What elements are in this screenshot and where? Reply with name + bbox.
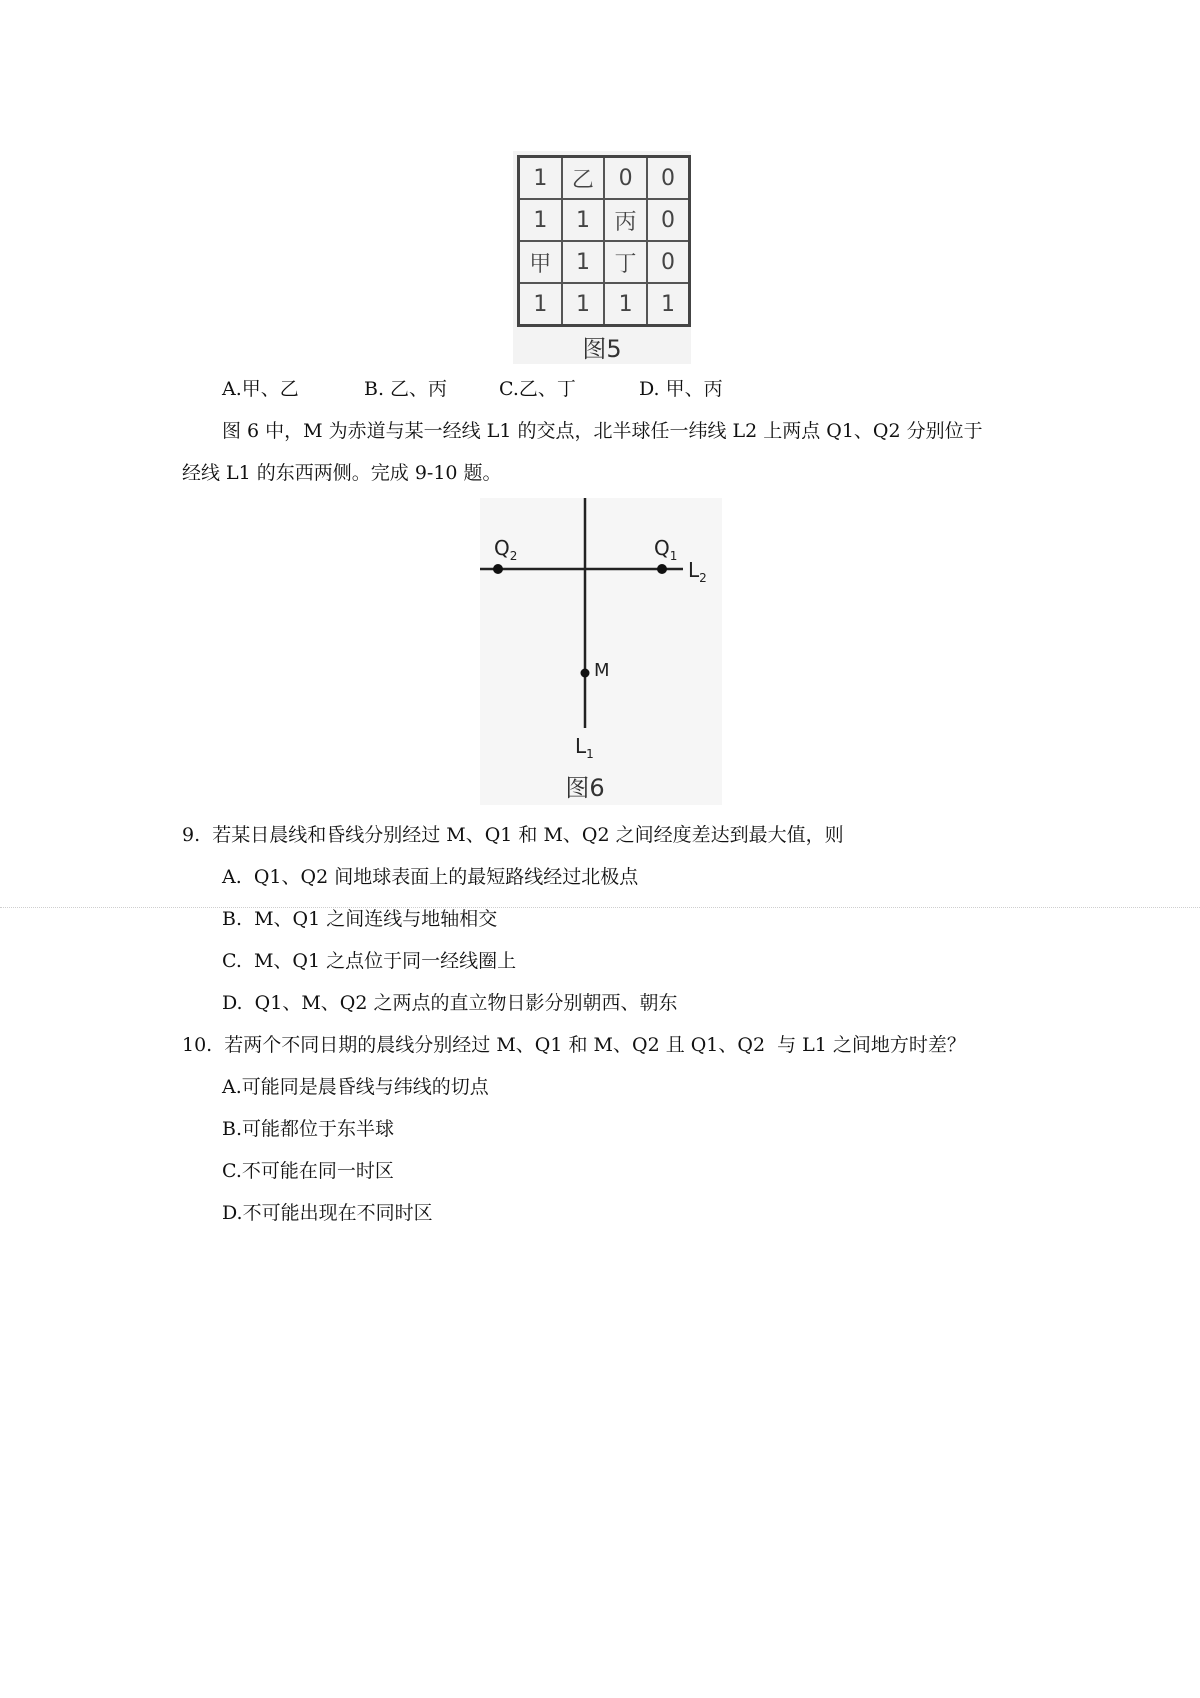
grid-cell: 0 xyxy=(647,199,690,241)
question-10-stem: 10. 若两个不同日期的晨线分别经过 M、Q1 和 M、Q2 且 Q1、Q2 与 L1 之间地方时差？ xyxy=(182,1034,966,1056)
grid-cell: 0 xyxy=(647,241,690,283)
grid-cell: 1 xyxy=(519,199,562,241)
figure-5 xyxy=(513,151,691,364)
question-10-option-d: D.不可能出现在不同时区 xyxy=(222,1202,433,1224)
grid-row xyxy=(519,199,690,241)
figure-5-grid xyxy=(517,155,691,327)
figure-6-caption: 图6 xyxy=(565,774,605,802)
option-b: B. 乙、丙 xyxy=(364,378,448,400)
point-q1-dot xyxy=(657,564,667,574)
figure-6 xyxy=(480,498,722,805)
label-m: M xyxy=(594,660,610,681)
grid-row xyxy=(519,283,690,326)
option-a: A.甲、乙 xyxy=(222,378,299,400)
question-9-stem: 9. 若某日晨线和昏线分别经过 M、Q1 和 M、Q2 之间经度差达到最大值，则 xyxy=(182,824,844,846)
grid-cell: 1 xyxy=(562,283,605,326)
point-m-dot xyxy=(581,669,590,678)
grid-cell: 丙 xyxy=(604,199,647,241)
page-divider xyxy=(0,907,1200,908)
label-q2: $Q_2$ xyxy=(494,536,518,563)
point-q2-dot xyxy=(493,564,503,574)
grid-cell: 0 xyxy=(604,157,647,200)
grid-cell: 0 xyxy=(647,157,690,200)
grid-cell: 1 xyxy=(604,283,647,326)
question-10-option-b: B.可能都位于东半球 xyxy=(222,1118,395,1140)
intro-line-1: 图 6 中，M 为赤道与某一经线 L1 的交点，北半球任一纬线 L2 上两点 Q1、Q2 分别位于 xyxy=(222,420,983,442)
option-c: C.乙、丁 xyxy=(499,378,576,400)
grid-cell: 1 xyxy=(647,283,690,326)
grid-cell: 1 xyxy=(519,283,562,326)
grid-cell: 1 xyxy=(562,199,605,241)
question-9-option-d: D. Q1、M、Q2 之两点的直立物日影分别朝西、朝东 xyxy=(222,992,678,1014)
label-q1: $Q_1$ xyxy=(654,536,678,563)
grid-cell: 丁 xyxy=(604,241,647,283)
question-9-option-b: B. M、Q1 之间连线与地轴相交 xyxy=(222,908,498,930)
grid-cell: 1 xyxy=(562,241,605,283)
grid-cell: 乙 xyxy=(562,157,605,200)
figure-5-caption: 图5 xyxy=(582,335,622,363)
label-l2: $L_2$ xyxy=(688,558,707,585)
grid-cell: 甲 xyxy=(519,241,562,283)
question-10-option-c: C.不可能在同一时区 xyxy=(222,1160,394,1182)
question-10-option-a: A.可能同是晨昏线与纬线的切点 xyxy=(222,1076,489,1098)
grid-cell: 1 xyxy=(519,157,562,200)
question-9-option-a: A. Q1、Q2 间地球表面上的最短路线经过北极点 xyxy=(222,866,639,888)
intro-line-2: 经线 L1 的东西两侧。完成 9-10 题。 xyxy=(182,462,502,484)
grid-row xyxy=(519,157,690,200)
label-l1: $L_1$ xyxy=(575,734,594,761)
question-9-option-c: C. M、Q1 之点位于同一经线圈上 xyxy=(222,950,517,972)
grid-row xyxy=(519,241,690,283)
option-d: D. 甲、丙 xyxy=(639,378,723,400)
